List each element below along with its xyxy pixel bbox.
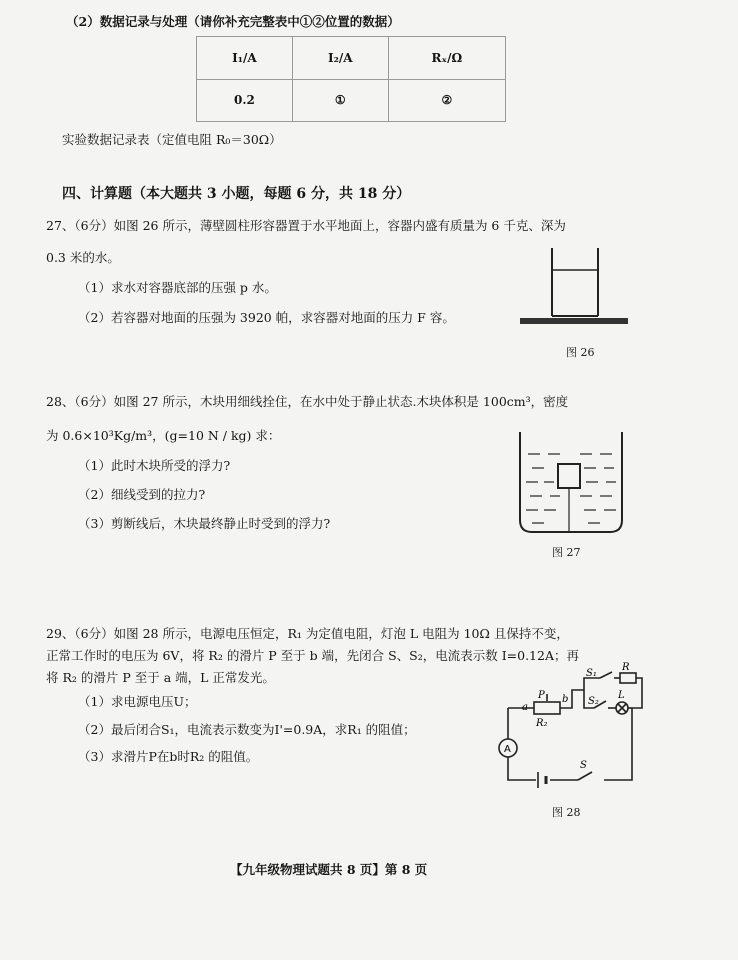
table-cell-i1: 0.2 bbox=[197, 79, 293, 122]
fig26-caption: 图 26 bbox=[566, 346, 595, 359]
q27-line2: 0.3 米的水。 bbox=[46, 250, 120, 265]
fig28-caption: 图 28 bbox=[552, 806, 581, 819]
q27-line1: 27、（6分）如图 26 所示，薄壁圆柱形容器置于水平地面上，容器内盛有质量为 6 千克、深为 bbox=[46, 218, 566, 233]
q28-line2: 为 0.6×10³Kg/m³，(g=10 N / kg) 求： bbox=[46, 428, 281, 443]
q29-line2: 正常工作时的电压为 6V，将 R₂ 的滑片 P 至于 b 端，先闭合 S、S₂，电流表示数 I=0.12A；再 bbox=[46, 648, 579, 663]
table-header-rx: Rₓ/Ω bbox=[388, 37, 505, 80]
table-cell-i2: ① bbox=[292, 79, 388, 122]
q28-sub2: （2）细线受到的拉力? bbox=[78, 487, 206, 502]
q27-sub2: （2）若容器对地面的压强为 3920 帕，求容器对地面的压力 F 容。 bbox=[78, 310, 455, 325]
fig27-beaker-diagram bbox=[514, 428, 634, 538]
fig26-container-diagram bbox=[514, 244, 634, 334]
q28-sub1: （1）此时木块所受的浮力? bbox=[78, 458, 231, 473]
q29-line3: 将 R₂ 的滑片 P 至于 a 端，L 正常发光。 bbox=[46, 670, 275, 685]
data-record-table bbox=[196, 36, 506, 122]
fig28-circuit-diagram bbox=[494, 662, 654, 798]
q29-sub2: （2）最后闭合S₁，电流表示数变为I'=0.9A，求R₁ 的阻值； bbox=[78, 722, 416, 737]
label-l: L bbox=[618, 690, 625, 701]
q29-line1: 29、（6分）如图 28 所示，电源电压恒定，R₁ 为定值电阻，灯泡 L 电阻为 10Ω 且保持不变， bbox=[46, 626, 569, 641]
label-r2: R₂ bbox=[536, 718, 548, 729]
q29-sub1: （1）求电源电压U； bbox=[78, 694, 197, 709]
label-s: S bbox=[580, 760, 587, 771]
table-cell-rx: ② bbox=[388, 79, 505, 122]
page-footer: 【九年级物理试题共 8 页】第 8 页 bbox=[230, 862, 428, 877]
label-s2: S₂ bbox=[588, 696, 599, 707]
q28-sub3: （3）剪断线后，木块最终静止时受到的浮力? bbox=[78, 516, 331, 531]
fig27-caption: 图 27 bbox=[552, 546, 581, 559]
q26-part2-label: （2）数据记录与处理（请你补充完整表中①②位置的数据） bbox=[66, 14, 400, 29]
table-header-i1: I₁/A bbox=[197, 37, 293, 80]
table-note: 实验数据记录表（定值电阻 R₀＝30Ω） bbox=[62, 132, 282, 147]
q28-line1: 28、（6分）如图 27 所示，木块用细线拴住，在水中处于静止状态.木块体积是 100cm³，密度 bbox=[46, 394, 569, 409]
label-r1: R bbox=[622, 662, 630, 673]
label-p: P bbox=[538, 690, 545, 701]
table-header-i2: I₂/A bbox=[292, 37, 388, 80]
label-a: a bbox=[522, 702, 528, 713]
q29-sub3: （3）求滑片P在b时R₂ 的阻值。 bbox=[78, 749, 259, 764]
section-title: 四、计算题（本大题共 3 小题，每题 6 分，共 18 分） bbox=[62, 186, 411, 202]
q27-sub1: （1）求水对容器底部的压强 p 水。 bbox=[78, 280, 277, 295]
label-b: b bbox=[562, 694, 569, 705]
ammeter-label: A bbox=[504, 744, 511, 755]
label-s1: S₁ bbox=[586, 668, 597, 679]
